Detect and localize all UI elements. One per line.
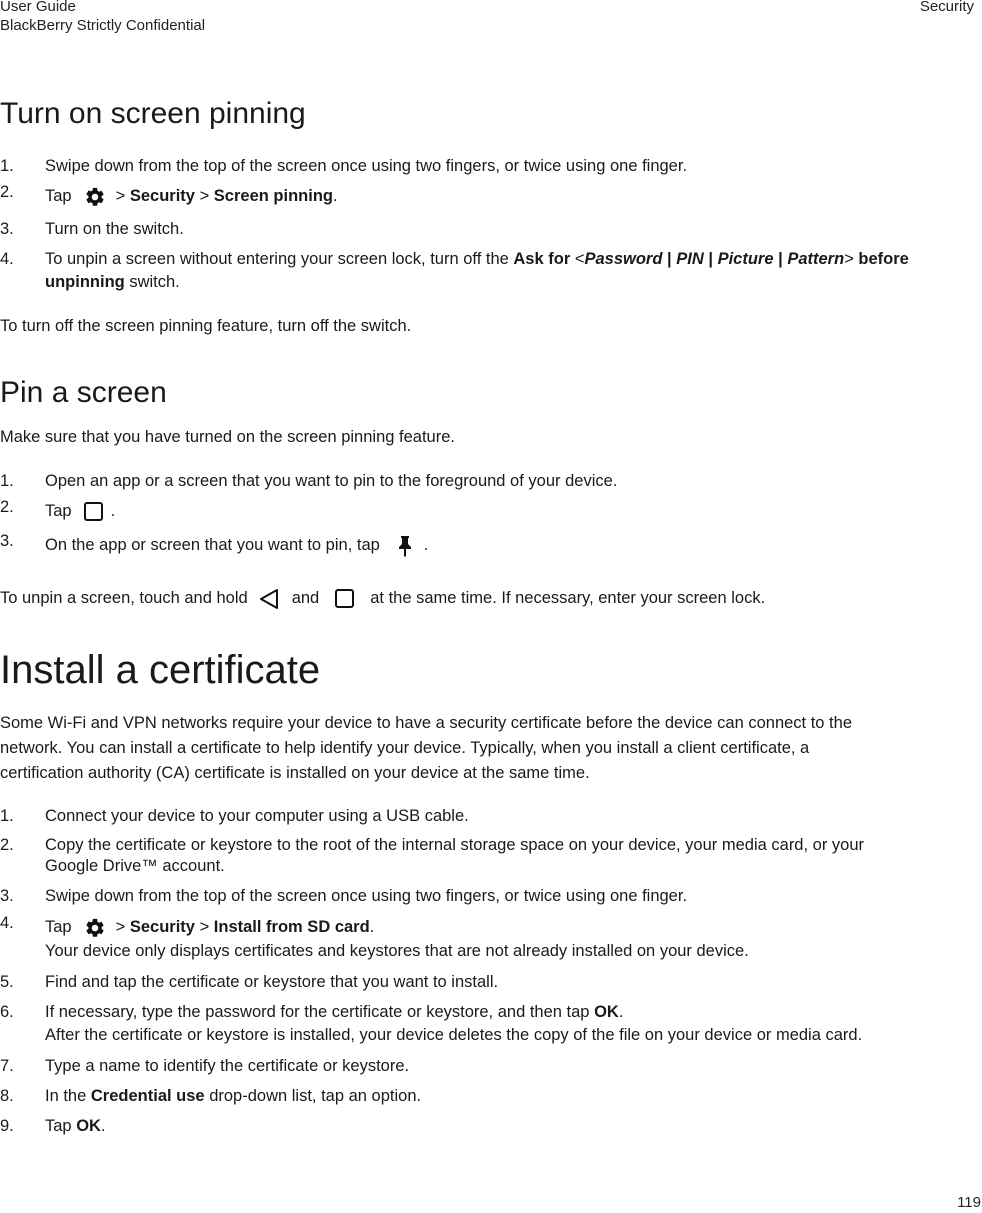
list-item: 8. In the Credential use drop-down list, tap an option. [0,1087,422,1105]
screen-pinning-steps [0,155,970,302]
list-item: 4. To unpin a screen without entering your screen lock, turn off the Ask for <Password | PIN | Picture | Pattern> before unpinning switch. [0,249,909,291]
pin-icon [398,535,412,557]
list-item: 6. If necessary, type the password for the certificate or keystore, and then tap OK. After the certificate or keystore is installed, your device deletes the copy of the file on your device or media card. [0,1003,863,1044]
heading-turn-on-screen-pinning: Turn on screen pinning [0,97,306,130]
heading-install-certificate: Install a certificate [0,648,321,692]
page-number: 119 [957,1194,981,1211]
gear-icon [84,917,106,939]
list-item: 1. Connect your device to your computer using a USB cable. [0,807,469,825]
list-item: 3. On the app or screen that you want to pin, tap . [0,534,970,557]
overview-square-icon [335,589,354,608]
gear-icon [84,186,106,208]
certificate-intro: Some Wi-Fi and VPN networks require your device to have a security certificate before the device can connect to the network. You can install a certificate to help identify your device. Typically, when you install a client certificate, a certification authority (CA) certificate is installed on your device at the same time. [0,714,852,782]
heading-pin-a-screen: Pin a screen [0,376,167,409]
list-item: 2. Tap > Security > Screen pinning. [0,185,970,208]
list-item: 9. Tap OK. [0,1117,106,1135]
list-item: 7. Type a name to identify the certificate or keystore. [0,1057,410,1075]
list-item: 5. Find and tap the certificate or keystore that you want to install. [0,973,499,991]
confidential-label: BlackBerry Strictly Confidential [0,17,206,34]
list-item: 2. Tap . [0,498,116,520]
list-item: 1. Swipe down from the top of the screen once using two fingers, or twice using one finger. [0,157,688,175]
list-item: 3. Turn on the switch. [0,219,184,238]
doc-title: User Guide [0,0,76,15]
list-item: 2. Copy the certificate or keystore to the root of the internal storage space on your device, your media card, or your Google Drive™ account. [0,836,865,875]
pin-screen-intro: Make sure that you have turned on the screen pinning feature. [0,428,455,446]
certificate-steps [0,805,970,1145]
list-item: 4. Tap > Security > Install from SD card. Your device only displays certificates and keystores that are not already installed on your device. [0,914,749,960]
section-label: Security [919,0,974,15]
pin-screen-steps [0,470,970,565]
page-header-left [0,0,205,35]
screen-pinning-off-note: To turn off the screen pinning feature, turn off the switch. [0,317,412,335]
back-triangle-icon [258,588,280,610]
overview-square-icon [84,502,103,521]
list-item: 3. Swipe down from the top of the screen once using two fingers, or twice using one finger. [0,887,688,905]
list-item: 1. Open an app or a screen that you want to pin to the foreground of your device. [0,472,618,490]
unpin-instructions: To unpin a screen, touch and hold and at the same time. If necessary, enter your screen lock. [0,586,960,611]
